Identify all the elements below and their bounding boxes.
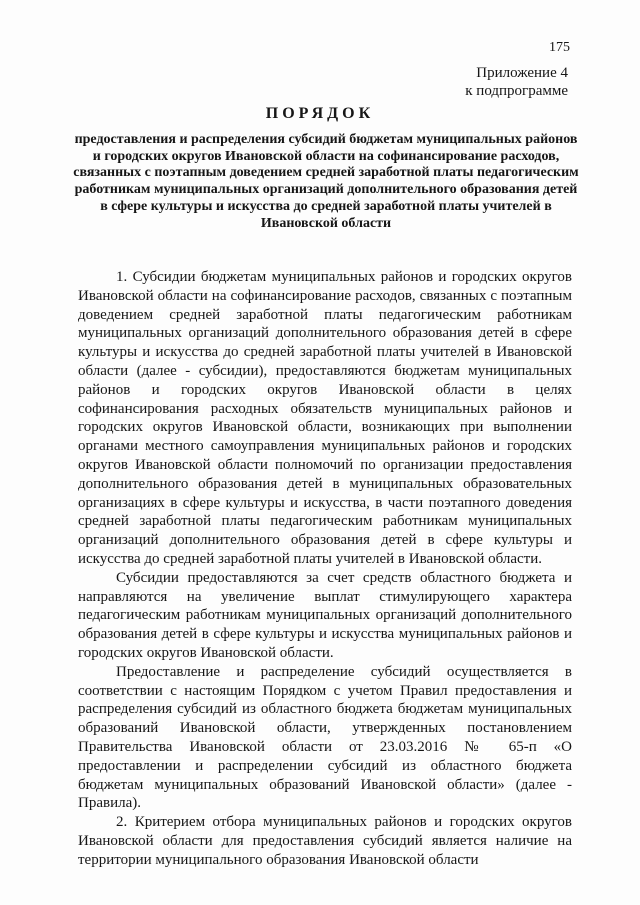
appendix-reference <box>465 64 568 100</box>
page-number: 175 <box>549 40 570 55</box>
document-body <box>78 268 572 870</box>
paragraph-3: Предоставление и распределение субсидий осуществляется в соответствии с настоящим Порядком с учетом Правил предоставления и распределения субсидий из областного бюджета бюджетам муниципальных образований Ивановской области, утвержденных постановлением Правительства Ивановской области от 23.03.2016 № 65-п «О предоставлении и распределении субсидий из областного бюджета бюджетам муниципальных образований Ивановской области» (далее - Правила). <box>78 663 572 812</box>
document-title: ПОРЯДОК <box>265 105 375 122</box>
paragraph-4: 2. Критерием отбора муниципальных районов и городских округов Ивановской области для предоставления субсидий является наличие на территории муниципального образования Ивановской области <box>78 814 572 868</box>
appendix-line-1: Приложение 4 <box>476 65 568 81</box>
appendix-line-2: к подпрограмме <box>465 83 568 99</box>
document-subtitle: предоставления и распределения субсидий бюджетам муниципальных районов и городских округов Ивановской области на софинансирование расходов, связанных с поэтапным доведением средней заработной платы педагогическим работникам муниципальных организаций дополнительного образования детей в сфере культуры и искусства до средней заработной платы учителей в Ивановской области <box>73 132 579 231</box>
paragraph-2: Субсидии предоставляются за счет средств областного бюджета и направляются на увеличение выплат стимулирующего характера педагогическим работникам муниципальных организаций дополнительного образования детей в сфере культуры и искусства муниципальных районов и городских округов Ивановской области. <box>78 569 572 661</box>
paragraph-1: 1. Субсидии бюджетам муниципальных районов и городских округов Ивановской области на софинансирование расходов, связанных с поэтапным доведением средней заработной платы педагогическим работникам муниципальных организаций дополнительного образования детей в сфере культуры и искусства до средней заработной платы учителей в Ивановской области (далее - субсидии), предоставляются бюджетам муниципальных районов и городских округов Ивановской области в целях софинансирования расходных обязательств муниципальных районов и городских округов Ивановской области, возникающих при выполнении органами местного самоуправления муниципальных районов и городских округов Ивановской области полномочий по организации предоставления дополнительного образования детей в муниципальных образовательных организациях в сфере культуры и искусства, в части поэтапного доведения средней заработной платы педагогическим работникам муниципальных организаций дополнительного образования детей в сфере культуры и искусства до средней заработной платы учителей в Ивановской области. <box>78 269 572 567</box>
